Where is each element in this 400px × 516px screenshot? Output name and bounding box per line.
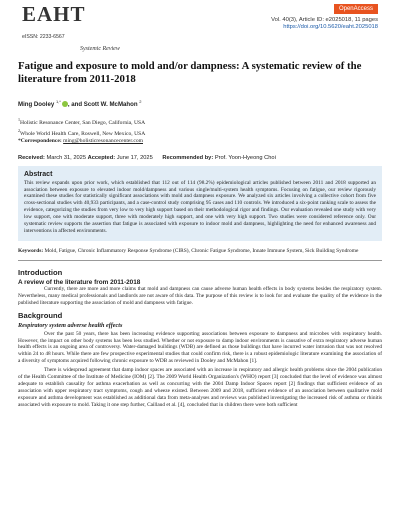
introduction-heading: Introduction (18, 267, 63, 277)
correspondence-label: *Correspondence: (18, 138, 62, 145)
affiliations (18, 116, 382, 146)
affiliation-2-sup: 2 (18, 128, 20, 134)
open-access-badge: OpenAccess (334, 4, 378, 14)
correspondence (18, 138, 382, 145)
background-paragraph-1: Over the past 50 years, there has been increasing evidence supporting associations between exposure to dampness and microbes with respiratory health. However, the impact on other body systems has been less studied. Whether or not exposure to damp indoor environments is causative of extra respiratory adverse human health effects is an ongoing area of controversy. Water-damaged buildings (WDB) are defined as those buildings that have incurred water intrusion that was not resolved within 24 to 48 hours. While there are few prospective experimental studies that could confirm risk, there is a robust epidemiologic literature examining the association of a diversity of symptoms acquired following chronic exposure to WDB as reviewed in Dooley and McMahon [1]. (18, 330, 382, 365)
background-paragraph-2: There is widespread agreement that damp indoor spaces are associated with an increase in respiratory and allergic health problems since the 2004 publication of the Health Committee of the Institute of Medicine (IOM) [2]. The 2009 World Health Organization's (WHO) report [3] concluded that the level of evidence was almost adequate to establish causality for asthma exacerbation as well as concurring with the 2004 Damp Indoor Spaces report [2] findings that sufficient evidence of an association with upper respiratory tract symptoms, cough and wheeze existed. Between 2009 and 2018, sufficient evidence of an association between qualitative mold exposure and asthma development was established as additional data from meta-analyses and reviews was published investigating the increased risk of asthma or rhinitis associated with exposure to mold. Taking it one step further, Caillaud et al. [4], concluded that in children there were both sufficient (18, 367, 382, 408)
keywords-text: Mold, Fatigue, Chronic Inflammatory Response Syndrome (CIRS), Chronic Fatigue Syndrome, Innate Immune System, Sick Building Syndrome (44, 247, 359, 254)
affiliation-1-text: Holistic Resonance Center, San Diego, California, USA (20, 119, 146, 126)
journal-header (18, 0, 382, 58)
citation-info (271, 17, 378, 31)
issn-label: eISSN: 2233-6567 (22, 34, 65, 40)
volume-line: Vol. 40(3), Article ID: e2025018, 11 pages (271, 17, 378, 23)
abstract-text: This review expands upon prior work, which established that 112 out of 114 (98.2%) epidemiological articles published between 2011 and 2018 supported an association between exposure to elevated indoor mold/dampness and various single/multi-system health symptoms. Focusing on fatigue, our review rigorously examined these studies for statistically significant associations with mold and dampness exposure. We analyzed six articles involving a collective cohort from five cross-sectional studies with 40,933 participants, and a case-control study comprising 95 cases and 110 controls. We introduced a six-point ranking scale to assess the evidence, categorizing the studies from very low to very high support based on their methodological rigor and findings. Our evaluation revealed one study with very low support, one with moderate support, three with moderately high support, and one with very high support. Two studies were considered reference only. Our systematic review supports the assertion that fatigue is associated with exposure to indoor mold and dampness, highlighting the need for enhanced awareness and interventions in affected environments. (24, 179, 376, 234)
recommended-label: Recommended by: (162, 154, 214, 161)
affiliation-1 (18, 116, 382, 127)
affiliation-2 (18, 127, 382, 138)
doi-link[interactable]: https://doi.org/10.5620/eaht.2025018 (283, 24, 378, 31)
introduction-paragraph: Currently, there are more and more claims that mold and dampness can cause adverse human health effects in body systems besides the respiratory system. Nevertheless, many medical professionals and landlords are not aware of this data. The purpose of this review is to look for and evaluate the quality of the evidence in the published literature supporting the association of mold and dampness with fatigue. (18, 285, 382, 306)
publication-dates (18, 155, 382, 161)
introduction-subheading: A review of the literature from 2011-2018 (18, 278, 141, 286)
accepted-date: June 17, 2025 (116, 154, 153, 161)
received-date: March 31, 2025 (46, 154, 86, 161)
author-2-superscript: 2 (139, 99, 142, 104)
recommended-by: Prof. Yoon-Hyeong Choi (214, 154, 276, 161)
background-subheading: Respiratory system adverse health effects (18, 321, 123, 329)
author-1-name[interactable]: Ming Dooley (18, 101, 55, 109)
author-line (18, 99, 382, 108)
author-2-name[interactable]: , and Scott W. McMahon (67, 101, 138, 109)
abstract-heading: Abstract (24, 170, 53, 178)
correspondence-email[interactable]: ming@holisticresonancecenter.com (63, 138, 143, 145)
keywords-label: Keywords: (18, 247, 44, 254)
affiliation-2-text: Whole World Health Care, Roswell, New Mexico, USA (20, 131, 146, 138)
received-label: Received: (18, 154, 45, 161)
accepted-label: Accepted: (87, 154, 116, 161)
article-title: Fatigue and exposure to mold and/or dampness: A systematic review of the literature from 2011-2018 (18, 60, 362, 85)
journal-logo[interactable]: EAHT (22, 2, 86, 26)
abstract-box (18, 166, 382, 241)
section-divider (18, 260, 382, 261)
keywords (18, 248, 382, 255)
author-1-superscript: 1,* (55, 99, 61, 104)
background-heading: Background (18, 310, 63, 320)
affiliation-1-sup: 1 (18, 117, 20, 123)
article-type: Systemic Review (80, 46, 120, 52)
